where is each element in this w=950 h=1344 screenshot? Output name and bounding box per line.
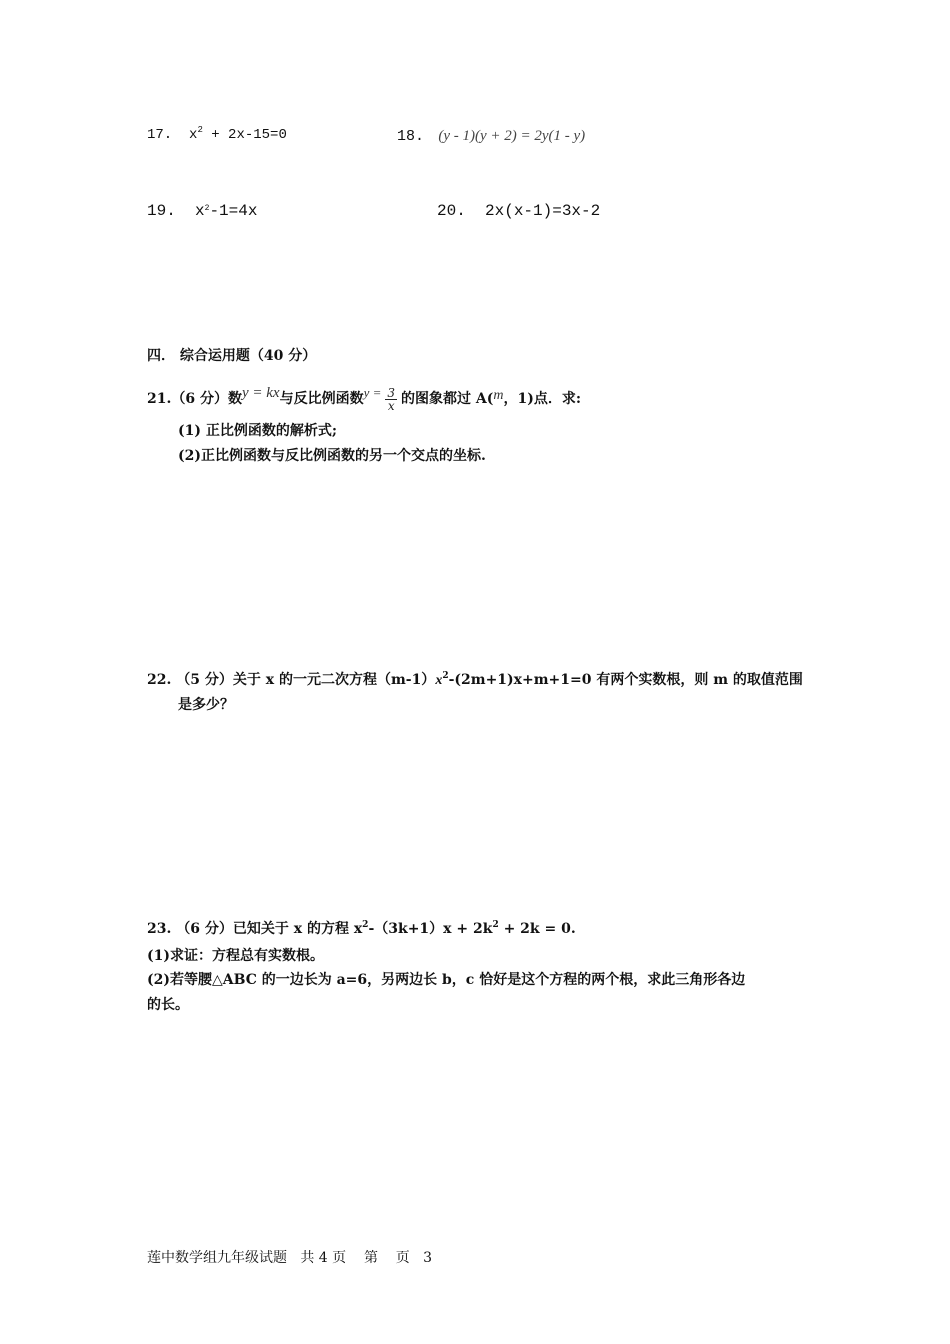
question-number: 19.: [147, 202, 176, 220]
question-21: 21.（6 分）数y = kx与反比例函数y = $\frac{3}{x}$ 的图象都过 A(m，1)点．求:: [147, 385, 582, 413]
question-22-line-2: 是多少？: [178, 697, 234, 713]
question-number: 20.: [437, 202, 466, 220]
question-23-part-2-cont: 的长。: [147, 997, 189, 1013]
formula-direct: y = kx: [241, 385, 280, 401]
question-23-part-1: (1)求证：方程总有实数根。: [147, 948, 324, 964]
question-number: 17.: [147, 127, 173, 143]
question-17: [147, 127, 287, 143]
question-20: [437, 202, 600, 220]
question-18: [397, 126, 585, 145]
question-21-part-2: (2)正比例函数与反比例函数的另一个交点的坐标.: [178, 448, 486, 464]
equation: 2x(x-1)=3x-2: [485, 202, 601, 220]
question-22: 22. （5 分）关于 x 的一元二次方程$(m-1)x^2-(2m+1)x+m+1=0$ 有两个实数根，则 m 的取值范围: [147, 671, 803, 688]
equation: (y - 1)(y + 2) = 2y(1 - y): [438, 128, 586, 144]
formula-inverse-lhs: y =: [363, 385, 382, 400]
question-19: [147, 202, 257, 220]
question-number: 21.: [147, 391, 172, 407]
question-21-part-1: (1) 正比例函数的解析式;: [178, 423, 338, 439]
question-23: 23. （6 分）已知关于 x 的方程 $x^2-(3k+1)x + 2k^2 + 2k = 0$.: [147, 920, 576, 937]
question-number: 22.: [147, 672, 172, 688]
formula-inverse-fraction: $\frac{3}{x}$: [387, 385, 396, 413]
equation: $x^2-1=4x$: [195, 202, 258, 220]
page-footer: 莲中数学组九年级试题 共 4 页 第 页 3: [147, 1250, 433, 1266]
section-heading: 四． 综合运用题（40 分）: [147, 348, 317, 364]
question-number: 23.: [147, 921, 172, 937]
equation: $x^2 + 2x-15=0$: [189, 125, 287, 143]
question-number: 18.: [397, 128, 425, 145]
question-23-part-2: (2)若等腰△ABC 的一边长为 a=6，另两边长 b，c 恰好是这个方程的两个根，求此三角形各边: [147, 972, 746, 988]
